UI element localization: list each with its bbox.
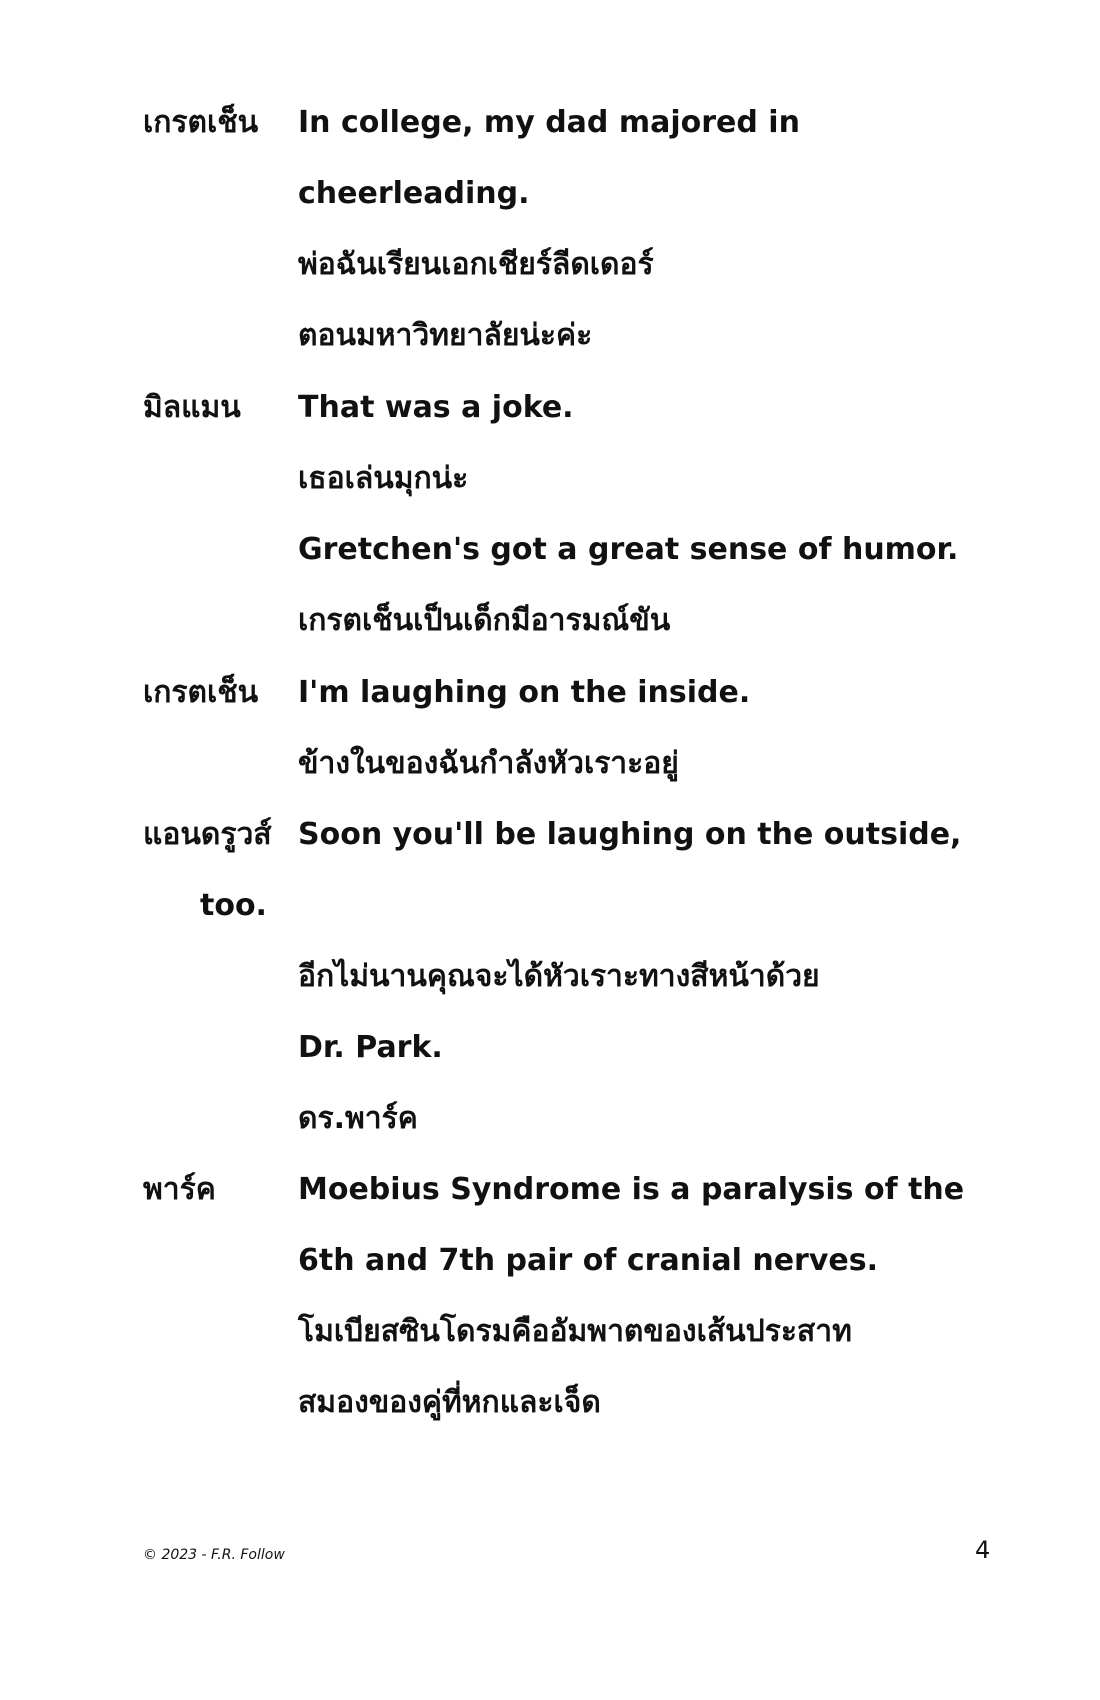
page-number: 4 (975, 1536, 991, 1564)
dialogue-line: เกรตเช็นเป็นเด็กมีอารมณ์ขัน (298, 603, 671, 638)
dialogue-line: สมองของคู่ที่หกและเจ็ด (298, 1385, 601, 1420)
dialogue-line: พ่อฉันเรียนเอกเชียร์ลีดเดอร์ (298, 247, 654, 282)
speaker-name: มิลแมน (143, 390, 241, 425)
dialogue-line: I'm laughing on the inside. (298, 675, 751, 710)
copyright-notice: © 2023 - F.R. Follow (143, 1547, 285, 1563)
dialogue-line: Gretchen's got a great sense of humor. (298, 532, 959, 567)
dialogue-line: Moebius Syndrome is a paralysis of the (298, 1172, 965, 1207)
dialogue-line: ดร.พาร์ค (298, 1101, 418, 1136)
dialogue-line: ข้างในของฉันกำลังหัวเราะอยู่ (298, 746, 679, 781)
speaker-name: แอนดรูวส์ (143, 817, 272, 852)
dialogue-line: ตอนมหาวิทยาลัยน่ะค่ะ (298, 318, 593, 353)
speaker-name: เกรตเช็น (143, 675, 259, 710)
dialogue-line: โมเบียสซินโดรมคืออัมพาตของเส้นประสาท (298, 1314, 852, 1349)
dialogue-line: Dr. Park. (298, 1030, 443, 1065)
dialogue-line: 6th and 7th pair of cranial nerves. (298, 1243, 878, 1278)
dialogue-line: Soon you'll be laughing on the outside, (298, 817, 962, 852)
speaker-name: พาร์ค (143, 1172, 216, 1207)
dialogue-line: That was a joke. (298, 390, 574, 425)
dialogue-line: In college, my dad majored in (298, 105, 800, 140)
speaker-name: เกรตเช็น (143, 105, 259, 140)
dialogue-line: too. (200, 888, 267, 923)
dialogue-line: เธอเล่นมุกน่ะ (298, 461, 469, 496)
dialogue-line: อีกไม่นานคุณจะได้หัวเราะทางสีหน้าด้วย (298, 959, 820, 994)
dialogue-line: cheerleading. (298, 176, 530, 211)
